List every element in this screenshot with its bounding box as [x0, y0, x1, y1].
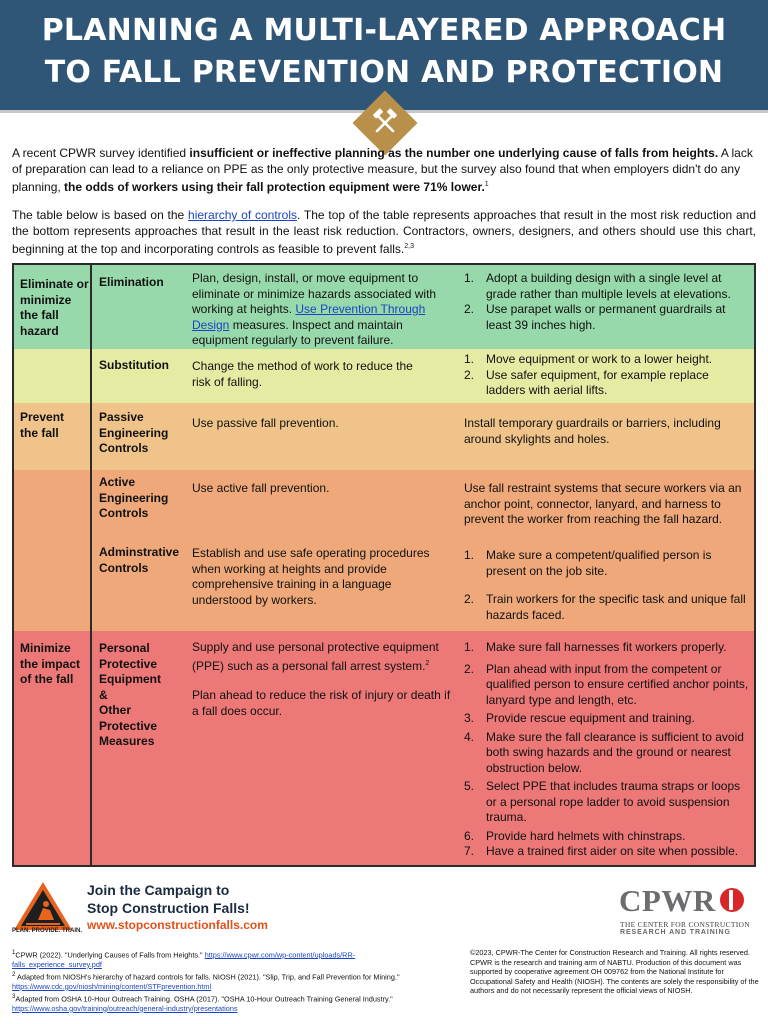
actions-administrative	[464, 548, 750, 623]
list-item: 2. Use parapet walls or permanent guardrails at least 39 inches high.	[464, 302, 726, 332]
control-elimination: Elimination	[99, 275, 164, 289]
control-passive-engineering: Passive Engineering Controls	[99, 410, 169, 455]
control-substitution: Substitution	[99, 358, 169, 372]
list-item: 3. Provide rescue equipment and training.	[464, 711, 695, 725]
list-item: 6. Provide hard helmets with chinstraps.	[464, 828, 686, 843]
footnote: $^3$Adapted from OSHA 10-Hour Outreach Training. OSHA (2017). "OSHA 10-Hour Outreach Training General Industry." https://www.osha.gov/training/outreach/general-industry/presentations	[12, 993, 393, 1013]
list-item: 7. Have a trained first aider on site when possible.	[464, 844, 739, 858]
approach-elimination: Plan, design, install, or move equipment to eliminate or minimize hazards associated with working at heights. Use Prevention Through Design measures. Inspect and maintain equipment regularly to prevent failure.	[192, 271, 437, 347]
control-administrative: Adminstrative Controls	[99, 545, 180, 575]
list-item: 2. Use safer equipment, for example replace ladders with aerial lifts.	[464, 367, 709, 397]
cpwr-tagline-2: RESEARCH AND TRAINING	[620, 929, 731, 936]
approach-substitution: Change the method of work to reduce the risk of falling.	[192, 359, 413, 389]
actions-substitution	[464, 352, 750, 399]
hierarchy-table	[12, 263, 756, 867]
prevention-through-design-link[interactable]: Use Prevention Through Design	[192, 302, 426, 332]
actions-ppe	[464, 640, 750, 860]
goal-prevent: Prevent the fall	[20, 410, 65, 440]
page-title: PLANNING A MULTI-LAYERED APPROACH TO FALL PREVENTION AND PROTECTION	[41, 13, 727, 90]
column-divider	[90, 265, 92, 865]
approach-ppe: Supply and use personal protective equipment (PPE) such as a personal fall arrest system.$^2$ Plan ahead to reduce the risk of injury or death if a fall does occur.	[192, 640, 451, 718]
list-item: 1. Make sure a competent/qualified person is present on the job site.	[464, 548, 712, 578]
copyright-notice: ©2023, CPWR-The Center for Construction Research and Training. All rights reserved. CPWR is the research and training arm of NABTU. Production of this document was supported by cooperative agreement OH 009762 from the National Institute for Occupational Safety and Health (NIOSH). The contents are solely the responsibility of the authors and do not necessarily represent the official views of NIOSH.	[470, 948, 759, 995]
list-item: 4. Make sure the fall clearance is sufficient to avoid both swing hazards and the ground or nearest obstruction below.	[464, 729, 744, 775]
footnote: $^2$ Adapted from NIOSH's hierarchy of hazard controls for falls. NIOSH (2021). "Slip, Trip, and Fall Prevention for Mining." https://www.cdc.gov/niosh/mining/content/STFprevention.html	[12, 971, 400, 991]
list-item: 5. Select PPE that includes trauma straps or loops or a personal rope ladder to avoid suspension trauma.	[464, 779, 741, 824]
cpwr-logo-text: CPWR	[619, 883, 716, 918]
list-item: 1. Adopt a building design with a single level at grade rather than multiple levels at elevations.	[464, 271, 731, 301]
control-active-engineering: Active Engineering Controls	[99, 475, 169, 520]
approach-active: Use active fall prevention.	[192, 481, 330, 495]
footnote-link[interactable]: https://www.cpwr.com/wp-content/uploads/RR-falls_experience_survey.pdf	[12, 950, 356, 969]
campaign-heading: Join the Campaign to Stop Construction Falls!	[87, 882, 250, 916]
cpwr-tagline-1: THE CENTER FOR CONSTRUCTION	[620, 920, 750, 929]
goal-minimize-impact: Minimize the impact of the fall	[20, 641, 81, 686]
campaign-url-link[interactable]: www.stopconstructionfalls.com	[87, 918, 268, 932]
control-ppe: Personal Protective Equipment & Other Protective Measures	[99, 641, 161, 748]
footnote-link[interactable]: https://www.osha.gov/training/outreach/general-industry/presentations	[12, 1003, 238, 1013]
list-item: 1. Make sure fall harnesses fit workers properly.	[464, 640, 727, 654]
intro-paragraph-2: The table below is based on the hierarchy of controls. The top of the table represents approaches that result in the most risk reduction and the bottom represents approaches that result in the least risk reduction. Contractors, owners, designers, and others should use this chart, beginning at the top and incorporating controls as feasible to prevent falls.$^{2,3}$	[12, 208, 757, 256]
cpwr-circle-mark-icon	[718, 886, 746, 914]
approach-passive: Use passive fall prevention.	[192, 416, 339, 430]
list-item: 1. Move equipment or work to a lower height.	[464, 352, 713, 366]
list-item: 2. Train workers for the specific task and unique fall hazards faced.	[464, 592, 746, 622]
approach-administrative: Establish and use safe operating procedures when working at heights and provide comprehensive training in a language understood by workers.	[192, 546, 430, 607]
actions-elimination	[464, 271, 750, 333]
intro-paragraph-1: A recent CPWR survey identified insufficient or ineffective planning as the number one underlying cause of falls from heights. A lack of preparation can lead to a reliance on PPE as the only protective measure, but the survey also found that when employers didn't do any planning, the odds of workers using their fall protection equipment were 71% lower.$^1$	[12, 146, 753, 194]
actions-active: Use fall restraint systems that secure workers via an anchor point, connector, lanyard, and harness to prevent the worker from reaching the fall hazard.	[464, 481, 742, 526]
footnotes	[12, 948, 424, 1014]
crossed-hammers-icon	[364, 102, 406, 144]
actions-passive: Install temporary guardrails or barriers, including around skylights and holes.	[464, 416, 721, 446]
list-item: 2. Plan ahead with input from the competent or qualified person to ensure certified anchor points, lanyard type and length, etc.	[464, 661, 749, 707]
footnote-link[interactable]: https://www.cdc.gov/niosh/mining/content/STFprevention.html	[12, 981, 212, 991]
plan-provide-train-tagline: PLAN. PROVIDE. TRAIN.	[12, 928, 83, 934]
footnote: $^1$CPWR (2022). "Underlying Causes of Falls from Heights." https://www.cpwr.com/wp-content/uploads/RR-falls_experience_survey.pdf	[12, 949, 356, 969]
hierarchy-of-controls-link[interactable]: hierarchy of controls	[188, 208, 298, 222]
goal-eliminate: Eliminate or minimize the fall hazard	[20, 277, 89, 338]
warning-triangle-worker-icon	[12, 880, 74, 932]
